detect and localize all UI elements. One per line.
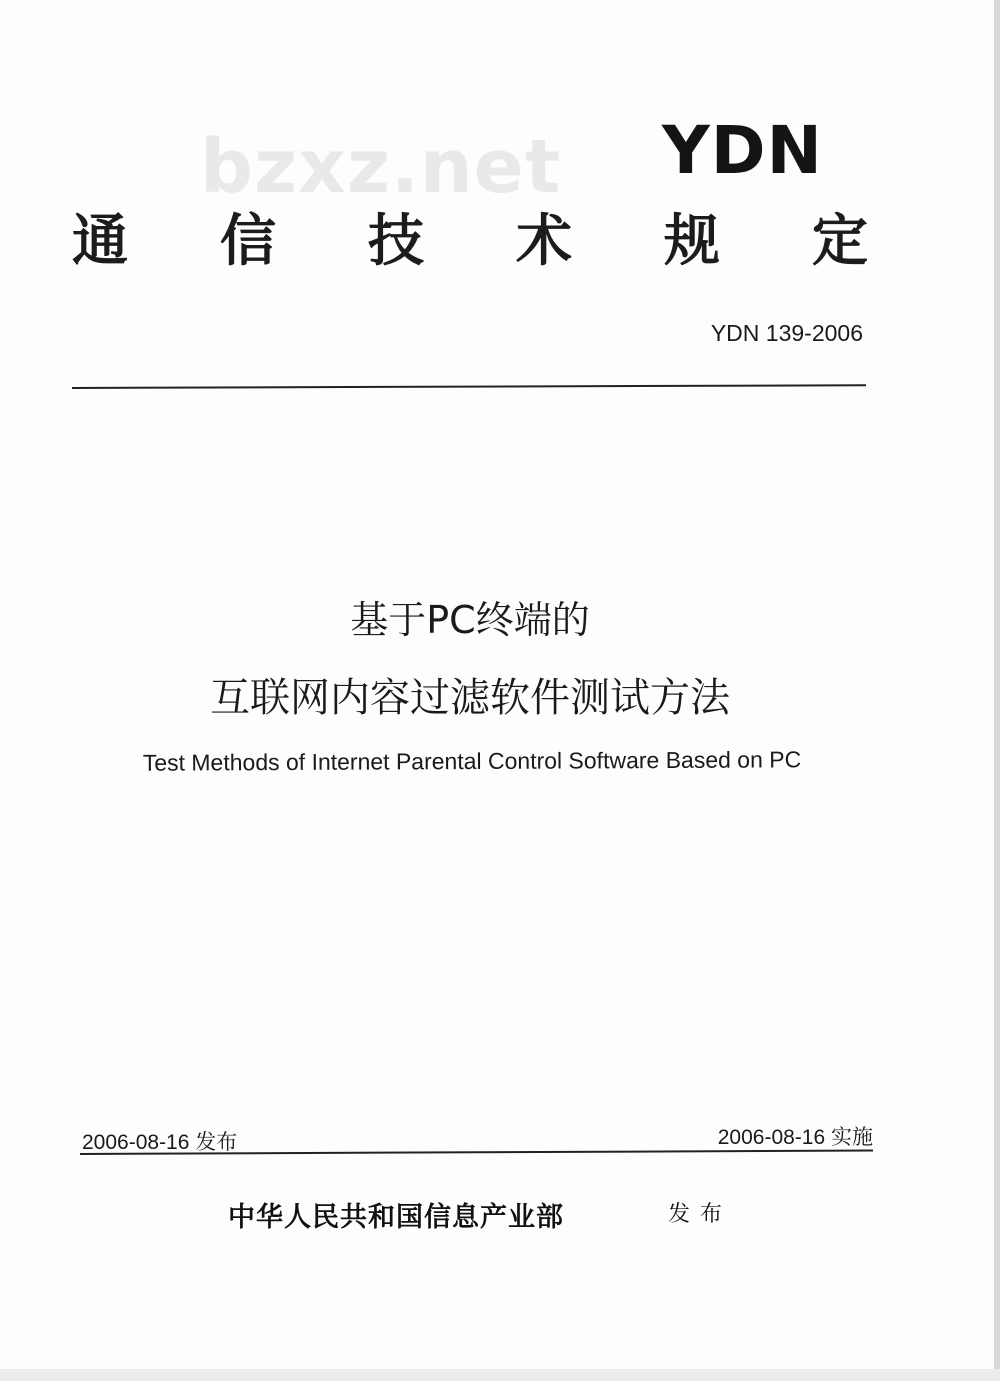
ydn-logo: YDN xyxy=(662,112,823,189)
title-cn-line-1: 基于PC终端的 xyxy=(350,598,590,642)
category-char: 术 xyxy=(516,209,572,274)
title-english: Test Methods of Internet Parental Control Software Based on PC xyxy=(142,746,802,776)
category-char: 定 xyxy=(812,209,868,274)
header-divider xyxy=(72,384,866,389)
title-cn-line-2: 互联网内容过滤软件测试方法 xyxy=(210,675,730,721)
implementation-date: 2006-08-16 实施 xyxy=(717,1126,873,1149)
page-bottom-edge xyxy=(0,1369,1000,1381)
category-char: 规 xyxy=(664,209,720,274)
issuing-action: 发布 xyxy=(668,1202,733,1227)
category-char: 信 xyxy=(220,209,276,274)
standard-code: YDN 139-2006 xyxy=(710,320,863,346)
watermark: bzxz.net xyxy=(200,124,562,210)
document-category xyxy=(70,209,870,274)
page-right-edge xyxy=(994,0,1000,1381)
category-char: 通 xyxy=(72,209,128,274)
issue-date: 2006-08-16 发布 xyxy=(82,1131,238,1154)
category-char: 技 xyxy=(368,209,424,274)
issuing-authority: 中华人民共和国信息产业部 xyxy=(228,1202,564,1233)
